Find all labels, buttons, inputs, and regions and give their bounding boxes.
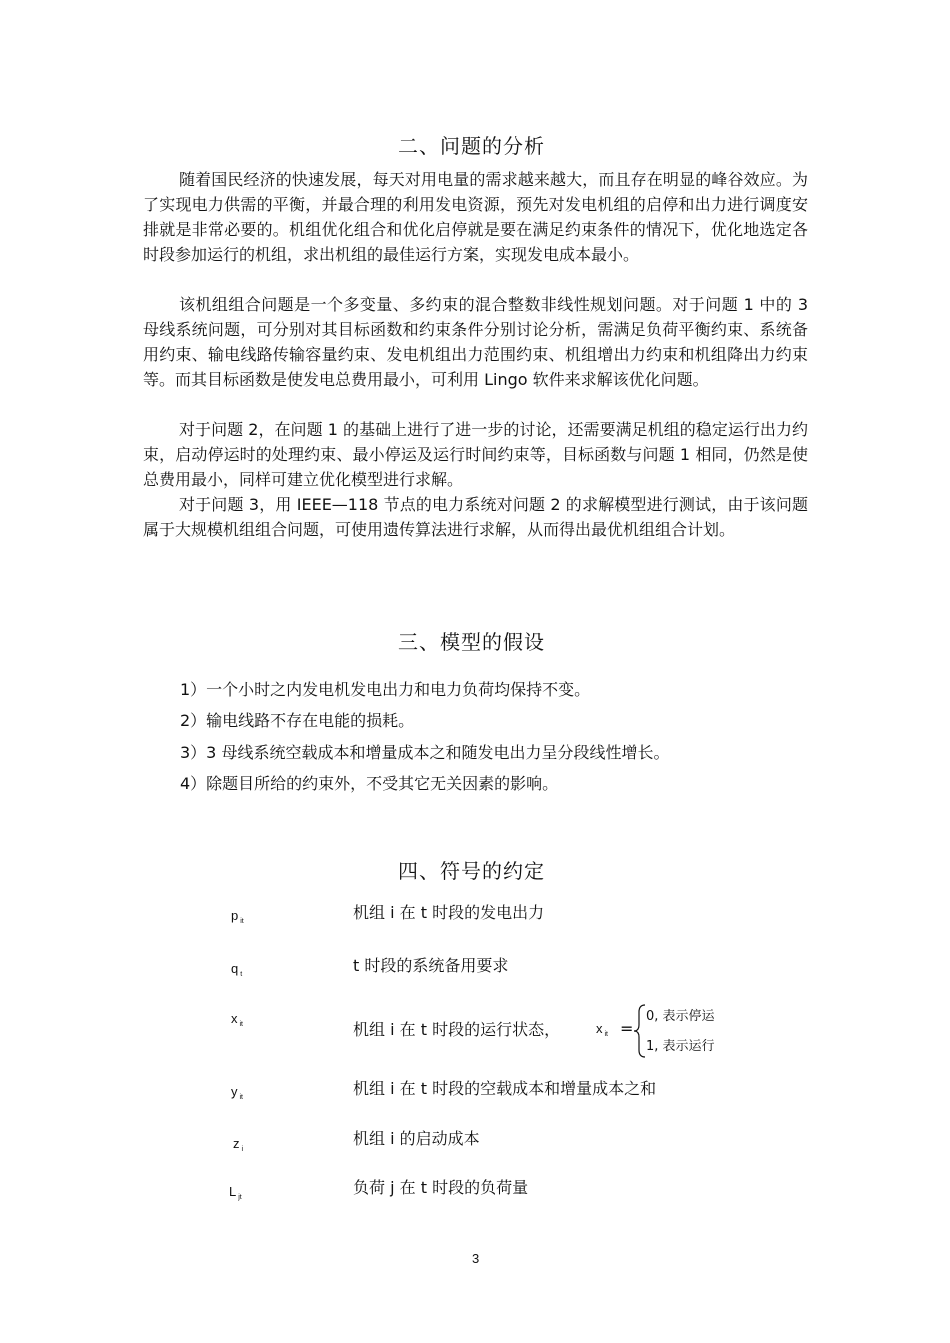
assumption-item: 3）3 母线系统空载成本和增量成本之和随发电出力呈分段线性增长。 bbox=[180, 743, 670, 762]
formula-case-run: 1, 表示运行 bbox=[646, 1039, 715, 1054]
analysis-paragraph-3: 对于问题 2，在问题 1 的基础上进行了进一步的讨论，还需要满足机组的稳定运行出力约束，启动停运时的处理约束、最小停运及运行时间约束等，目标函数与问题 1 相同，仍然是使总费用最小，同样可建立优化模型进行求解。 bbox=[143, 420, 808, 489]
symbol-L-jt: L $_{jt}$ bbox=[229, 1184, 242, 1201]
symbol-x-it: x $_{it}$ bbox=[231, 1011, 243, 1028]
section-title-analysis: 二、问题的分析 bbox=[398, 134, 545, 158]
symbol-desc: 机组 i 在 t 时段的空载成本和增量成本之和 bbox=[353, 1079, 657, 1098]
analysis-paragraph-2: 该机组组合问题是一个多变量、多约束的混合整数非线性规划问题。对于问题 1 中的 3 母线系统问题，可分别对其目标函数和约束条件分别讨论分析，需满足负荷平衡约束、系统备用约束、输电线路传输容量约束、发电机组出力范围约束、机组增出力约束和机组降出力约束等。而其目标函数是使发电总费用最小，可利用 Lingo 软件来求解该优化问题。 bbox=[143, 295, 808, 389]
symbol-desc: t 时段的系统备用要求 bbox=[353, 956, 509, 975]
symbol-desc: 机组 i 在 t 时段的发电出力 bbox=[353, 903, 545, 922]
analysis-paragraph-4: 对于问题 3，用 IEEE—118 节点的电力系统对问题 2 的求解模型进行测试，由于该问题属于大规模机组组合问题，可使用遗传算法进行求解，从而得出最优机组组合计划。 bbox=[143, 495, 808, 539]
section-title-assumptions: 三、模型的假设 bbox=[398, 630, 545, 654]
formula-case-stop: 0, 表示停运 bbox=[646, 1009, 715, 1024]
symbol-q-t: q $_t$ bbox=[231, 961, 243, 978]
symbol-z-i: z $_i$ bbox=[233, 1136, 244, 1153]
symbol-desc: 负荷 j 在 t 时段的负荷量 bbox=[353, 1178, 529, 1197]
formula-equals: = bbox=[620, 1019, 634, 1038]
symbol-desc: 机组 i 在 t 时段的运行状态， bbox=[353, 1020, 561, 1039]
assumption-item: 4）除题目所给的约束外，不受其它无关因素的影响。 bbox=[180, 774, 559, 793]
symbol-y-it: y $_{it}$ bbox=[231, 1084, 243, 1101]
assumption-item: 2）输电线路不存在电能的损耗。 bbox=[180, 711, 415, 730]
assumption-item: 1）一个小时之内发电机发电出力和电力负荷均保持不变。 bbox=[180, 680, 591, 699]
symbol-desc: 机组 i 的启动成本 bbox=[353, 1129, 480, 1148]
formula-lhs: x $_{it}$ bbox=[596, 1021, 608, 1038]
symbol-p-it: p $_{it}$ bbox=[231, 908, 244, 925]
brace-icon bbox=[633, 1003, 647, 1059]
analysis-paragraph-1: 随着国民经济的快速发展，每天对用电量的需求越来越大，而且存在明显的峰谷效应。为了实现电力供需的平衡，并最合理的利用发电资源，预先对发电机组的启停和出力进行调度安排就是非常必要的。机组优化组合和优化启停就是要在满足约束条件的情况下，优化地选定各时段参加运行的机组，求出机组的最佳运行方案，实现发电成本最小。 bbox=[143, 170, 808, 264]
section-title-symbols: 四、符号的约定 bbox=[398, 859, 545, 883]
page-number: 3 bbox=[472, 1251, 480, 1266]
